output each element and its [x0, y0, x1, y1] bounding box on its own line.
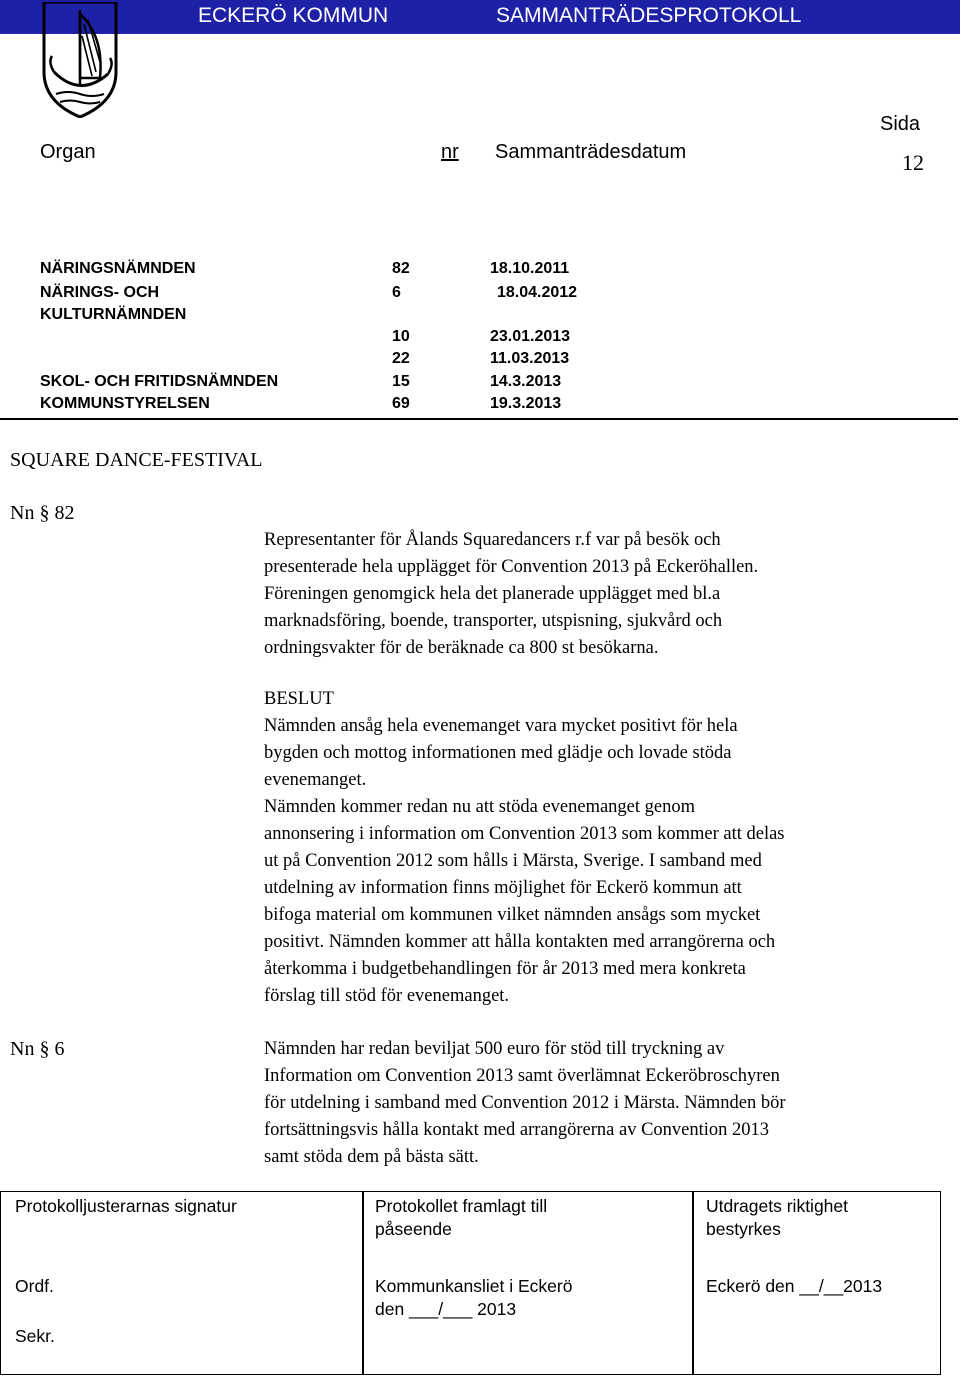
- secretary-label: Sekr.: [15, 1326, 55, 1346]
- text-line: för utdelning i samband med Convention 2012 i Märsta. Nämnden bör: [264, 1093, 786, 1113]
- text-line: evenemanget.: [264, 770, 367, 790]
- table-divider: [362, 1192, 364, 1374]
- board-nr: 82: [392, 260, 410, 277]
- page-label: Sida: [880, 113, 921, 135]
- board-date: 18.04.2012: [497, 284, 578, 301]
- text-line: Föreningen genomgick hela det planerade upplägget med bl.a: [264, 584, 721, 604]
- text-line: bygden och mottog informationen med glädje och lovade stöda: [264, 743, 732, 763]
- board-nr: 6: [392, 284, 401, 301]
- nn82-intro: [264, 527, 944, 662]
- text-line: Nämnden kommer redan nu att stöda evenemanget genom: [264, 797, 696, 817]
- text-line: positivt. Nämnden kommer att hålla kontakten med arrangörerna och: [264, 932, 776, 952]
- board-organ: KULTURNÄMNDEN: [40, 306, 187, 323]
- board-organ: NÄRINGSNÄMNDEN: [40, 260, 196, 277]
- header-band: [0, 0, 960, 34]
- text-line: Representanter för Ålands Squaredancers r.f var på besök och: [264, 530, 721, 550]
- board-organ: SKOL- OCH FRITIDSNÄMNDEN: [40, 373, 279, 390]
- table-divider: [692, 1192, 694, 1374]
- text-line: ut på Convention 2012 som hålls i Märsta, Sverige. I samband med: [264, 851, 762, 871]
- document-type: SAMMANTRÄDESPROTOKOLL: [496, 4, 802, 27]
- board-date: 11.03.2013: [490, 350, 570, 367]
- paragraph-label-82: Nn § 82: [10, 502, 75, 524]
- nn82-beslut: [264, 713, 944, 1010]
- posted-title-line2: påseende: [375, 1219, 452, 1239]
- board-organ: NÄRINGS- OCH: [40, 284, 160, 301]
- signature-table: [0, 1191, 941, 1375]
- certified-title-line1: Utdragets riktighet: [706, 1196, 849, 1216]
- municipality-name: ECKERÖ KOMMUN: [198, 4, 389, 27]
- board-date: 18.10.2011: [490, 260, 570, 277]
- certified-date: Eckerö den __/__2013: [706, 1276, 883, 1296]
- text-line: bifoga material om kommunen vilket nämnden ansågs som mycket: [264, 905, 761, 925]
- text-line: Information om Convention 2013 samt överlämnat Eckeröbroschyren: [264, 1066, 780, 1086]
- viking-ship-logo-icon: [38, 2, 122, 118]
- nr-label: nr: [441, 141, 459, 163]
- text-line: utdelning av information finns möjlighet för Eckerö kommun att: [264, 878, 742, 898]
- text-line: annonsering i information om Convention 2013 som kommer att delas: [264, 824, 785, 844]
- beslut-heading: BESLUT: [264, 689, 334, 709]
- page-number: 12: [902, 150, 924, 175]
- posted-date: den ___/___ 2013: [375, 1299, 517, 1319]
- board-organ: KOMMUNSTYRELSEN: [40, 395, 210, 412]
- board-date: 14.3.2013: [490, 373, 562, 390]
- posted-title-line1: Protokollet framlagt till: [375, 1196, 548, 1216]
- board-nr: 69: [392, 395, 410, 412]
- text-line: förslag till stöd för evenemanget.: [264, 986, 510, 1006]
- certified-title-line2: bestyrkes: [706, 1219, 781, 1239]
- paragraph-label-6: Nn § 6: [10, 1038, 65, 1060]
- board-date: 23.01.2013: [490, 328, 571, 345]
- text-line: marknadsföring, boende, transporter, utspisning, sjukvård och: [264, 611, 723, 631]
- text-line: fortsättningsvis hålla kontakt med arrangörerna av Convention 2013: [264, 1120, 770, 1140]
- text-line: återkomma i budgetbehandlingen för år 2013 med mera konkreta: [264, 959, 746, 979]
- organ-label: Organ: [40, 141, 96, 163]
- header-rule: [0, 418, 958, 420]
- office-location: Kommunkansliet i Eckerö: [375, 1276, 573, 1296]
- text-line: Nämnden ansåg hela evenemanget vara mycket positivt för hela: [264, 716, 738, 736]
- board-nr: 10: [392, 328, 410, 345]
- board-nr: 22: [392, 350, 410, 367]
- text-line: Nämnden har redan beviljat 500 euro för stöd till tryckning av: [264, 1039, 725, 1059]
- section-title: SQUARE DANCE-FESTIVAL: [10, 449, 263, 471]
- nn6-text: [264, 1036, 944, 1171]
- chairman-label: Ordf.: [15, 1276, 54, 1296]
- signature-column-title: Protokolljusterarnas signatur: [15, 1196, 237, 1216]
- text-line: presenterade hela upplägget för Convention 2013 på Eckeröhallen.: [264, 557, 759, 577]
- text-line: samt stöda dem på bästa sätt.: [264, 1147, 479, 1167]
- board-date: 19.3.2013: [490, 395, 562, 412]
- date-label: Sammanträdesdatum: [495, 141, 687, 163]
- board-nr: 15: [392, 373, 410, 390]
- text-line: ordningsvakter för de beräknade ca 800 st besökarna.: [264, 638, 659, 658]
